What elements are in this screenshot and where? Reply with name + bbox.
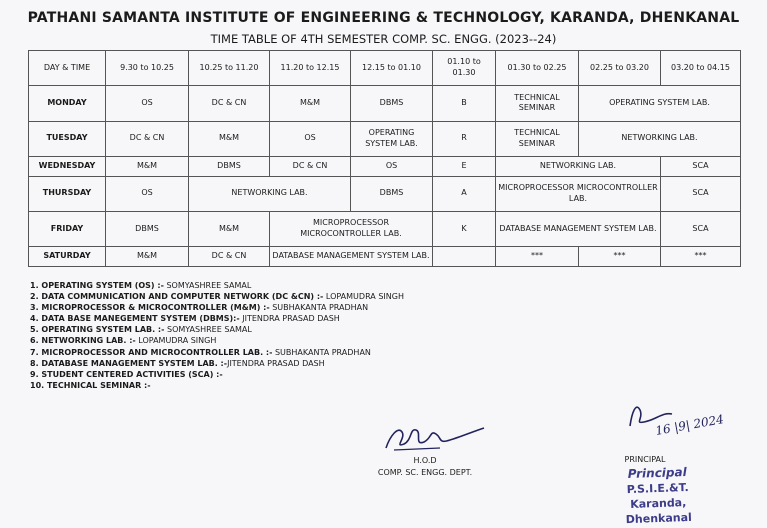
subject-teacher-legend <box>30 280 404 391</box>
period-cell: TECHNICAL SEMINAR <box>496 86 579 121</box>
header-cell: 02.25 to 03.20 <box>579 51 661 86</box>
legend-item: 4. DATA BASE MANEGEMENT SYSTEM (DBMS):- JITENDRA PRASAD DASH <box>30 314 340 324</box>
header-cell: 12.15 to 01.10 <box>351 51 433 86</box>
principal-stamp <box>597 464 719 528</box>
period-cell: M&M <box>189 121 270 156</box>
header-cell: 01.10 to 01.30 <box>433 51 496 86</box>
period-cell: SCA <box>661 156 741 176</box>
period-cell: DC & CN <box>189 247 270 267</box>
lab-cell: NETWORKING LAB. <box>496 156 661 176</box>
break-cell: A <box>433 176 496 211</box>
table-row-thursday <box>29 176 741 211</box>
hod-title: H.O.D <box>413 456 437 465</box>
stamp-institute: P.S.I.E.&T. <box>626 480 689 497</box>
day-cell: FRIDAY <box>29 211 106 246</box>
lab-cell: OPERATING SYSTEM LAB. <box>579 86 741 121</box>
hod-signature <box>380 418 490 458</box>
stamp-title: Principal <box>627 464 687 482</box>
period-cell: OPERATING SYSTEM LAB. <box>351 121 433 156</box>
principal-label: PRINCIPAL <box>624 455 666 464</box>
timetable <box>28 50 741 267</box>
lab-cell: NETWORKING LAB. <box>579 121 741 156</box>
break-cell <box>433 247 496 267</box>
legend-item: 8. DATABASE MANAGEMENT SYSTEM LAB. :-JITENDRA PRASAD DASH <box>30 358 325 368</box>
legend-item: 2. DATA COMMUNICATION AND COMPUTER NETWORK (DC &CN) :- LOPAMUDRA SINGH <box>30 292 404 302</box>
period-cell: DBMS <box>106 211 189 246</box>
period-cell: TECHNICAL SEMINAR <box>496 121 579 156</box>
lab-cell: MICROPROCESSOR MICROCONTROLLER LAB. <box>496 176 661 211</box>
header-cell: 01.30 to 02.25 <box>496 51 579 86</box>
table-header-row <box>29 51 741 86</box>
legend-item: 9. STUDENT CENTERED ACTIVITIES (SCA) :- <box>30 369 223 379</box>
header-cell: 10.25 to 11.20 <box>189 51 270 86</box>
legend-item: 3. MICROPROCESSOR & MICROCONTROLLER (M&M) :- SUBHAKANTA PRADHAN <box>30 303 369 313</box>
stamp-place: Karanda, Dhenkanal <box>625 496 693 527</box>
period-cell: DBMS <box>351 176 433 211</box>
period-cell: *** <box>579 247 661 267</box>
day-cell: SATURDAY <box>29 247 106 267</box>
principal-date: 16 |9| 2024 <box>654 412 725 438</box>
period-cell: M&M <box>270 86 351 121</box>
period-cell: OS <box>106 86 189 121</box>
hod-block <box>360 455 490 479</box>
legend-item: 6. NETWORKING LAB. :- LOPAMUDRA SINGH <box>30 336 217 346</box>
break-cell: E <box>433 156 496 176</box>
period-cell: SCA <box>661 176 741 211</box>
break-cell: B <box>433 86 496 121</box>
day-cell: TUESDAY <box>29 121 106 156</box>
legend-item: 5. OPERATING SYSTEM LAB. :- SOMYASHREE SAMAL <box>30 325 252 335</box>
day-cell: THURSDAY <box>29 176 106 211</box>
period-cell: OS <box>351 156 433 176</box>
institute-title: PATHANI SAMANTA INSTITUTE OF ENGINEERING & TECHNOLOGY, KARANDA, DHENKANAL <box>27 10 740 26</box>
period-cell: *** <box>496 247 579 267</box>
period-cell: M&M <box>106 247 189 267</box>
period-cell: DC & CN <box>106 121 189 156</box>
table-row-tuesday <box>29 121 741 156</box>
lab-cell: DATABASE MANAGEMENT SYSTEM LAB. <box>496 211 661 246</box>
period-cell: DC & CN <box>270 156 351 176</box>
break-cell: K <box>433 211 496 246</box>
day-cell: MONDAY <box>29 86 106 121</box>
table-row-monday <box>29 86 741 121</box>
table-row-saturday <box>29 247 741 267</box>
header-cell: 9.30 to 10.25 <box>106 51 189 86</box>
table-row-friday <box>29 211 741 246</box>
timetable-subtitle: TIME TABLE OF 4TH SEMESTER COMP. SC. ENGG. (2023--24) <box>210 32 557 46</box>
period-cell: SCA <box>661 211 741 246</box>
header-cell: 11.20 to 12.15 <box>270 51 351 86</box>
table-row-wednesday <box>29 156 741 176</box>
period-cell: DBMS <box>351 86 433 121</box>
period-cell: DBMS <box>189 156 270 176</box>
period-cell: M&M <box>106 156 189 176</box>
lab-cell: DATABASE MANAGEMENT SYSTEM LAB. <box>270 247 433 267</box>
period-cell: *** <box>661 247 741 267</box>
period-cell: M&M <box>189 211 270 246</box>
lab-cell: NETWORKING LAB. <box>189 176 351 211</box>
legend-item: 7. MICROPROCESSOR AND MICROCONTROLLER LAB. :- SUBHAKANTA PRADHAN <box>30 347 371 357</box>
lab-cell: MICROPROCESSOR MICROCONTROLLER LAB. <box>270 211 433 246</box>
hod-department: COMP. SC. ENGG. DEPT. <box>377 468 473 477</box>
header-cell: 03.20 to 04.15 <box>661 51 741 86</box>
legend-item: 10. TECHNICAL SEMINAR :- <box>30 380 151 390</box>
period-cell: OS <box>270 121 351 156</box>
header-cell: DAY & TIME <box>29 51 106 86</box>
period-cell: DC & CN <box>189 86 270 121</box>
legend-item: 1. OPERATING SYSTEM (OS) :- SOMYASHREE SAMAL <box>30 281 252 290</box>
period-cell: OS <box>106 176 189 211</box>
break-cell: R <box>433 121 496 156</box>
day-cell: WEDNESDAY <box>29 156 106 176</box>
